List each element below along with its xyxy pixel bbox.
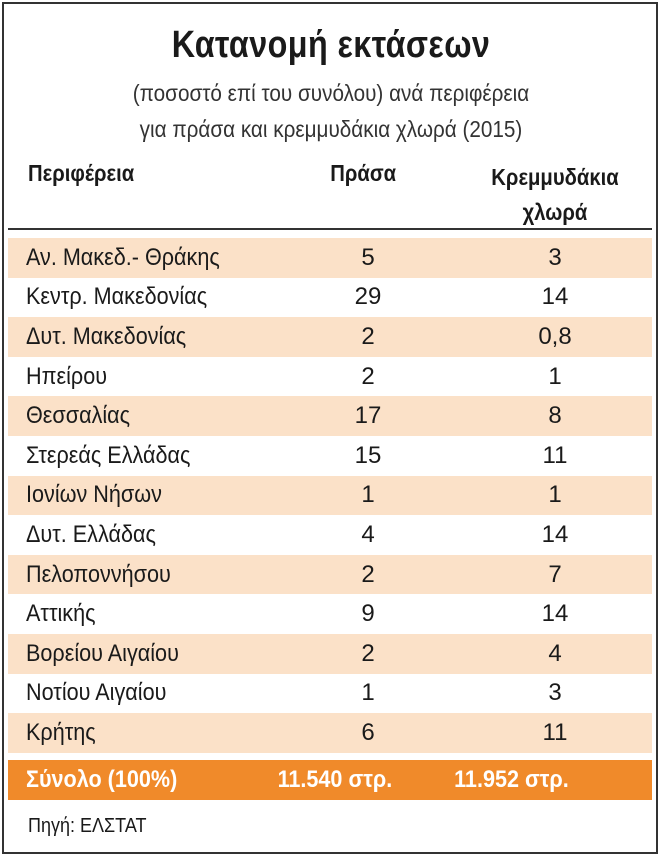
table-row xyxy=(8,357,652,397)
cell-region: Αττικής xyxy=(26,600,96,628)
table-body xyxy=(8,238,652,753)
cell-region: Κεντρ. Μακεδονίας xyxy=(26,283,208,311)
cell-onion: 11 xyxy=(542,718,568,746)
cell-leek: 1 xyxy=(361,481,375,509)
table-row xyxy=(8,515,652,555)
cell-region: Δυτ. Μακεδονίας xyxy=(26,322,187,350)
cell-onion: 1 xyxy=(548,481,562,509)
cell-onion: 4 xyxy=(548,639,562,667)
total-row xyxy=(8,760,652,800)
cell-leek: 9 xyxy=(361,600,375,628)
cell-region: Βορείου Αιγαίου xyxy=(26,639,179,667)
cell-onion: 3 xyxy=(548,679,562,707)
cell-leek: 17 xyxy=(354,402,382,430)
cell-onion: 11 xyxy=(542,441,568,469)
table-row xyxy=(8,238,652,278)
cell-leek: 2 xyxy=(361,639,375,667)
source-note: Πηγή: ΕΛΣΤΑΤ xyxy=(28,815,147,837)
cell-region: Κρήτης xyxy=(26,718,96,746)
table-row xyxy=(8,476,652,516)
table-row xyxy=(8,634,652,674)
header-divider xyxy=(8,228,652,230)
cell-leek: 2 xyxy=(361,362,375,390)
table-row xyxy=(8,317,652,357)
chart-subtitle-line2: για πράσα και κρεμμυδάκια χλωρά (2015) xyxy=(139,116,523,142)
column-header-onion-line2: χλωρά xyxy=(522,199,588,225)
total-label: Σύνολο (100%) xyxy=(26,766,178,793)
cell-onion: 14 xyxy=(541,283,569,311)
cell-onion: 14 xyxy=(541,520,569,548)
chart-subtitle-line1: (ποσοστό επί του συνόλου) ανά περιφέρεια xyxy=(132,80,530,106)
cell-onion: 8 xyxy=(548,402,562,430)
total-leek: 11.540 στρ. xyxy=(277,766,393,793)
table-row xyxy=(8,594,652,634)
table-row xyxy=(8,396,652,436)
table-row xyxy=(8,278,652,318)
cell-leek: 29 xyxy=(354,283,382,311)
cell-onion: 1 xyxy=(548,362,562,390)
cell-leek: 5 xyxy=(361,243,375,271)
cell-onion: 7 xyxy=(548,560,562,588)
cell-leek: 2 xyxy=(361,322,375,350)
cell-onion: 3 xyxy=(548,243,562,271)
table-row xyxy=(8,555,652,595)
cell-leek: 4 xyxy=(361,520,375,548)
table-row xyxy=(8,713,652,753)
cell-leek: 1 xyxy=(361,679,375,707)
cell-region: Αν. Μακεδ.- Θράκης xyxy=(26,243,220,271)
table-row xyxy=(8,674,652,714)
chart-title: Κατανομή εκτάσεων xyxy=(171,24,491,66)
cell-region: Νοτίου Αιγαίου xyxy=(26,679,167,707)
column-header-onion-line1: Κρεμμυδάκια xyxy=(491,164,619,190)
cell-leek: 15 xyxy=(354,441,382,469)
cell-onion: 14 xyxy=(541,600,569,628)
cell-region: Ηπείρου xyxy=(26,362,108,390)
cell-region: Θεσσαλίας xyxy=(26,402,131,430)
column-header-onion xyxy=(480,160,630,230)
column-header-region: Περιφέρεια xyxy=(28,160,135,186)
column-header-leek: Πράσα xyxy=(330,160,397,186)
total-onion: 11.952 στρ. xyxy=(454,766,569,793)
cell-onion: 0,8 xyxy=(538,322,572,350)
cell-region: Πελοποννήσου xyxy=(26,560,171,588)
table-row xyxy=(8,436,652,476)
cell-region: Ιονίων Νήσων xyxy=(26,481,162,509)
cell-region: Στερεάς Ελλάδας xyxy=(26,441,191,469)
cell-leek: 2 xyxy=(361,560,375,588)
cell-region: Δυτ. Ελλάδας xyxy=(26,520,156,548)
cell-leek: 6 xyxy=(361,718,375,746)
